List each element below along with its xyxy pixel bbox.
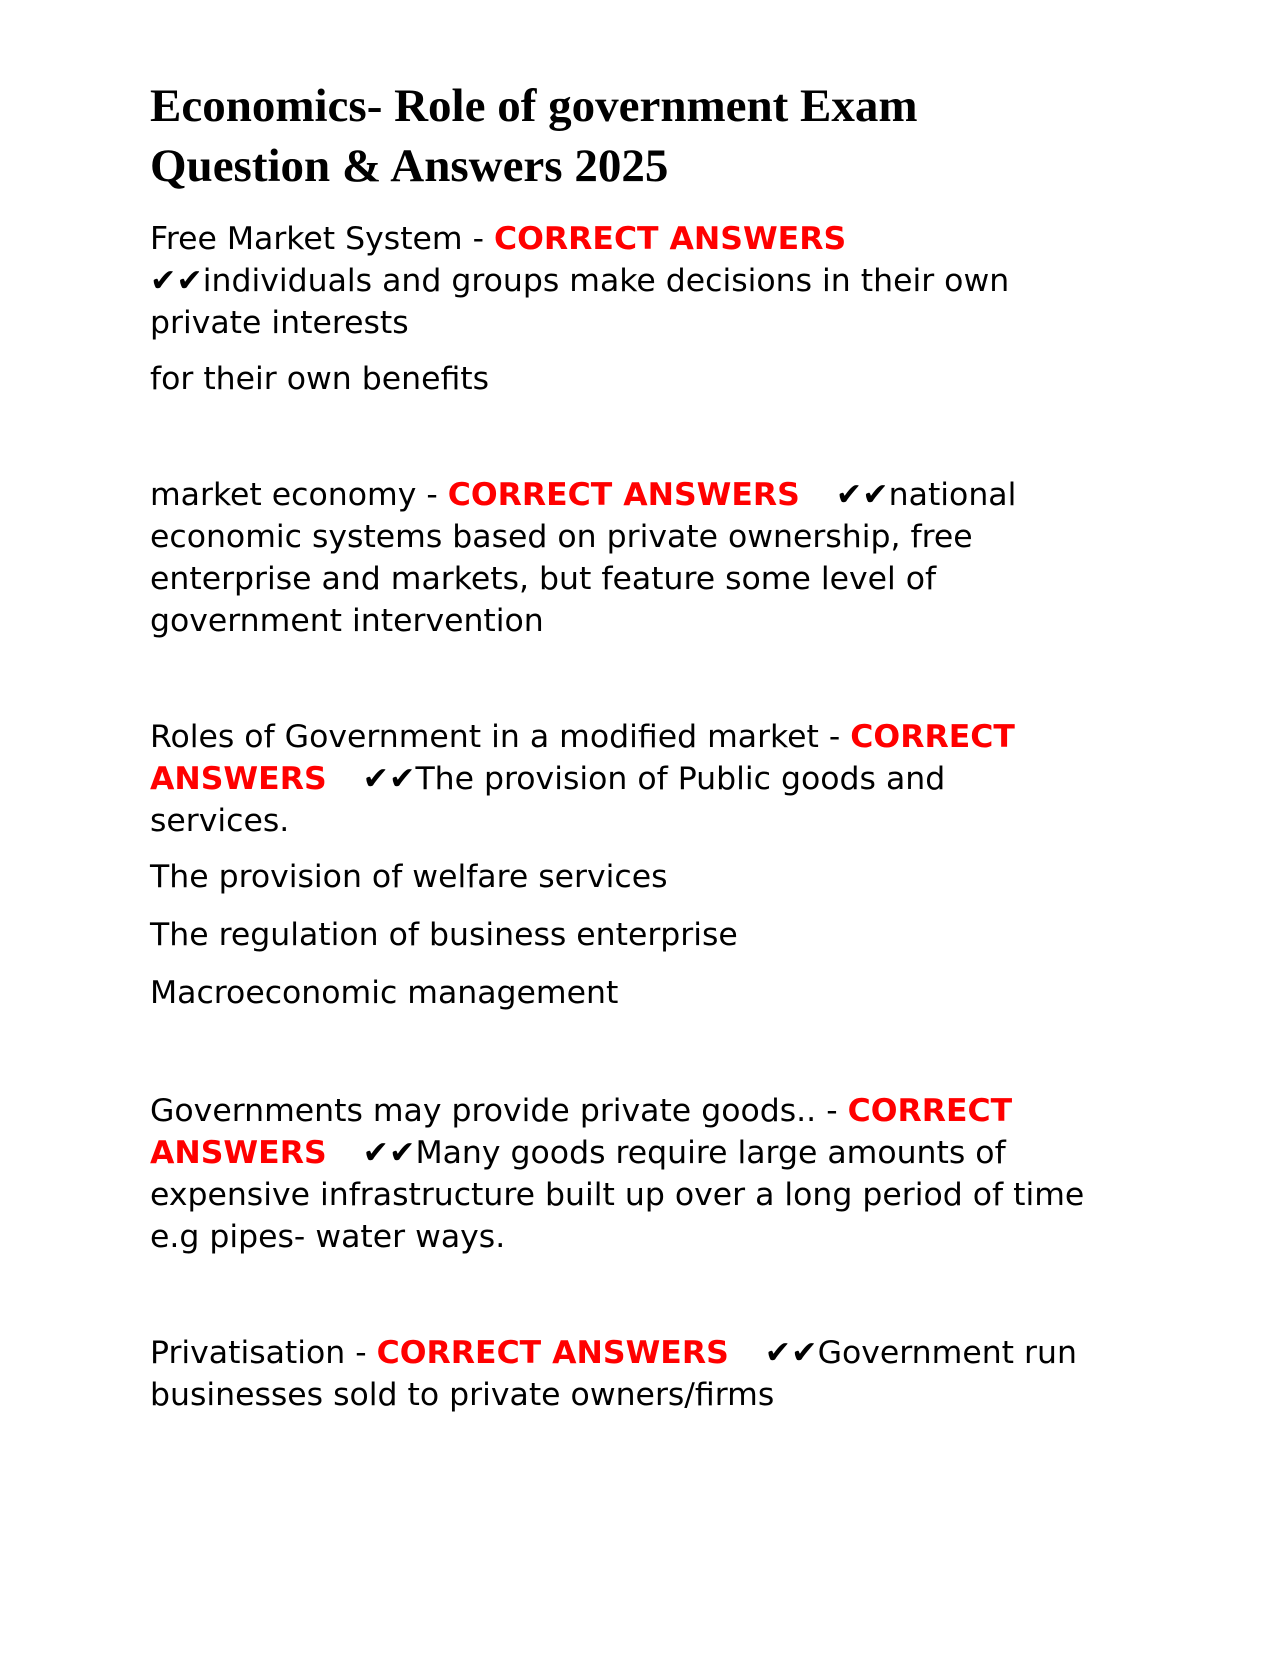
answer-extra-line: Macroeconomic management <box>150 975 619 1011</box>
qa-entry-roles-of-government <box>150 716 1090 842</box>
term: market economy - <box>150 477 438 513</box>
qa-entry-governments-may-provide-private-goods <box>150 1090 1090 1258</box>
answer-text: Many goods require large amounts of expensive infrastructure built up over a long period of time e.g pipes- water ways. <box>150 1135 1085 1255</box>
checkmark-icon: ✔✔ <box>362 761 416 797</box>
correct-answers-label: CORRECT ANSWERS <box>376 1335 729 1371</box>
title-line-2: Question & Answers 2025 <box>150 140 669 192</box>
checkmark-icon: ✔✔ <box>764 1335 818 1371</box>
answer-text: national economic systems based on private ownership, free enterprise and markets, but feature some level of government intervention <box>150 477 1017 639</box>
qa-entry-market-economy <box>150 474 1090 642</box>
answer-text: The provision of Public goods and services. <box>150 761 946 839</box>
term: Roles of Government in a modified market - <box>150 719 841 755</box>
correct-answers-label: CORRECT ANSWERS <box>494 221 847 257</box>
correct-answers-label: CORRECT ANSWERS <box>447 477 800 513</box>
checkmark-icon: ✔✔ <box>362 1135 416 1171</box>
correct-answers-label: CORRECT ANSWERS <box>150 1093 1013 1171</box>
answer-text: Government run businesses sold to private owners/firms <box>150 1335 1077 1413</box>
answer-extra-line: The provision of welfare services <box>150 859 668 895</box>
qa-entry-privatisation <box>150 1332 1090 1416</box>
answer-extra-line: for their own benefits <box>150 361 490 397</box>
checkmark-icon: ✔✔ <box>835 477 889 513</box>
answer-text: individuals and groups make decisions in their own private interests <box>150 263 1010 341</box>
answer-extra-line: The regulation of business enterprise <box>150 917 738 953</box>
checkmark-icon: ✔✔ <box>150 263 203 299</box>
qa-entry-free-market-system <box>150 218 1090 344</box>
term: Privatisation - <box>150 1335 367 1371</box>
term: Governments may provide private goods.. - <box>150 1093 838 1129</box>
title-line-1: Economics- Role of government Exam <box>150 80 918 132</box>
correct-answers-label: CORRECT ANSWERS <box>150 719 1015 797</box>
term: Free Market System - <box>150 221 484 257</box>
document-title <box>150 76 1150 196</box>
